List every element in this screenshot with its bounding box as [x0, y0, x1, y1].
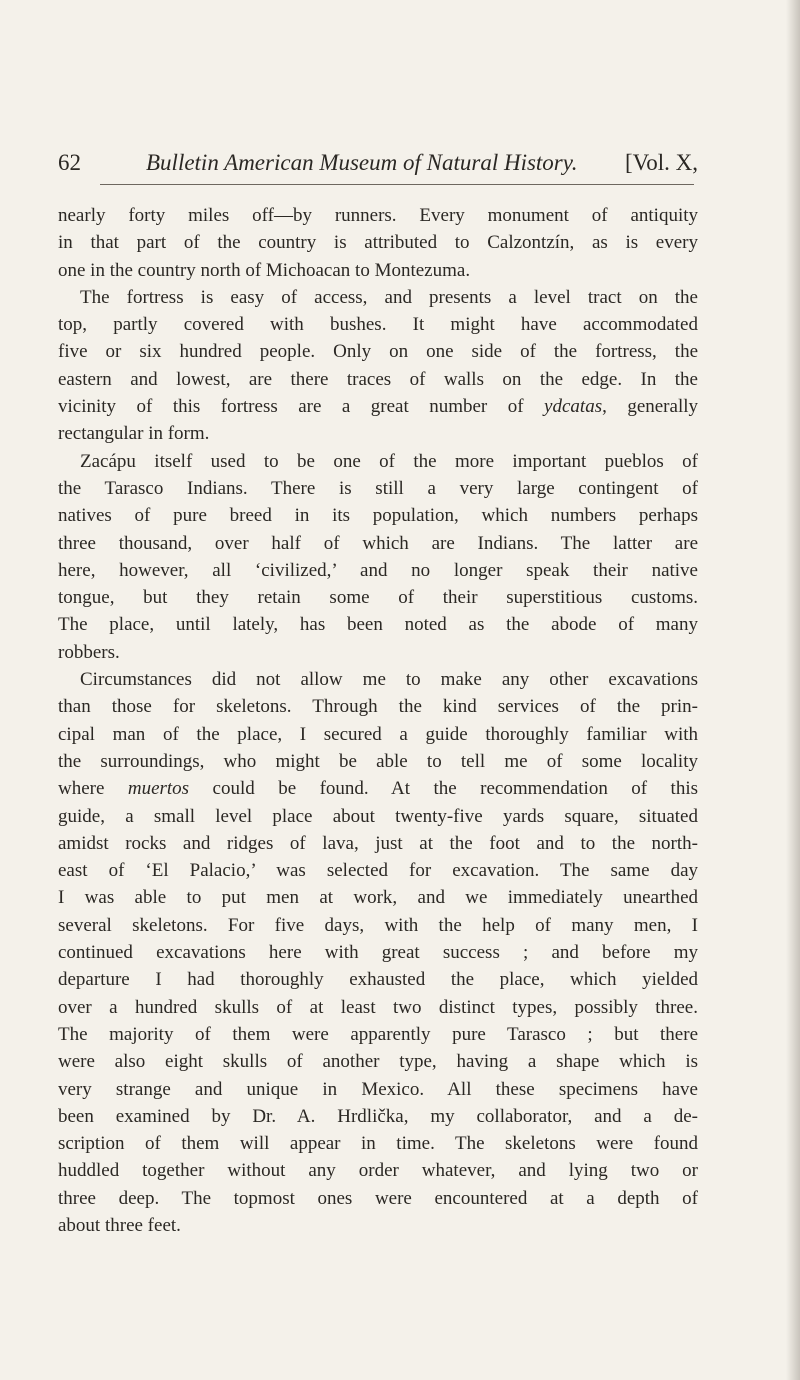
- text-segment: vicinity of this fortress are a great number of: [58, 396, 545, 418]
- page-edge-shadow: [786, 0, 800, 1380]
- text-line: about three feet.: [58, 1214, 181, 1236]
- text-line: huddled together without any order whatever, and lying two or: [58, 1160, 698, 1182]
- text-line: The place, until lately, has been noted as the abode of many: [58, 614, 698, 636]
- text-line-with-italic: [58, 393, 698, 420]
- text-line: departure I had thoroughly exhausted the place, which yielded: [58, 969, 698, 991]
- text-line: nearly forty miles off—by runners. Every monument of antiquity: [58, 205, 698, 226]
- text-line: robbers.: [58, 641, 120, 663]
- text-line: cipal man of the place, I secured a guide thoroughly familiar with: [58, 723, 698, 745]
- text-line: one in the country north of Michoacan to Montezuma.: [58, 259, 471, 281]
- text-line: the surroundings, who might be able to tell me of some locality: [58, 750, 698, 772]
- text-segment: could be found. At the recommendation of this: [189, 778, 698, 800]
- text-segment: , generally: [602, 396, 699, 418]
- italic-term: ydcatas: [544, 396, 603, 418]
- text-line: Zacápu itself used to be one of the more important pueblos of: [80, 450, 698, 472]
- running-title: Bulletin American Museum of Natural History.: [146, 150, 578, 175]
- text-line: continued excavations here with great success ; and before my: [58, 942, 698, 964]
- text-line: than those for skeletons. Through the kind services of the prin-: [58, 696, 698, 718]
- text-line: tongue, but they retain some of their superstitious customs.: [58, 587, 698, 609]
- text-line: I was able to put men at work, and we immediately unearthed: [58, 887, 698, 909]
- text-line: amidst rocks and ridges of lava, just at the foot and to the north-: [58, 832, 698, 854]
- volume-label: [Vol. X,: [624, 150, 698, 175]
- text-line: eastern and lowest, are there traces of walls on the edge. In the: [58, 368, 698, 390]
- text-line: five or six hundred people. Only on one side of the fortress, the: [58, 341, 698, 363]
- running-header: [58, 147, 698, 179]
- text-line: rectangular in form.: [58, 423, 210, 445]
- text-line: top, partly covered with bushes. It might have accommodated: [58, 314, 698, 336]
- text-line: in that part of the country is attributed to Calzontzín, as is every: [58, 232, 698, 254]
- text-line: The fortress is easy of access, and presents a level tract on the: [80, 286, 698, 308]
- italic-term: muertos: [127, 778, 190, 800]
- page-number: 62: [58, 150, 81, 175]
- text-line-with-italic: [58, 775, 698, 802]
- text-line: over a hundred skulls of at least two distinct types, possibly three.: [58, 996, 698, 1018]
- text-line: natives of pure breed in its population, which numbers perhaps: [58, 505, 698, 527]
- text-line: three deep. The topmost ones were encountered at a depth of: [58, 1187, 698, 1209]
- text-line: very strange and unique in Mexico. All these specimens have: [58, 1078, 698, 1100]
- text-line: east of ‘El Palacio,’ was selected for excavation. The same day: [58, 860, 698, 882]
- text-line: three thousand, over half of which are Indians. The latter are: [58, 532, 698, 554]
- text-line: several skeletons. For five days, with the help of many men, I: [58, 914, 698, 936]
- text-segment: where: [58, 778, 128, 800]
- header-rule: [100, 184, 694, 185]
- text-line: scription of them will appear in time. The skeletons were found: [58, 1133, 698, 1155]
- text-line: been examined by Dr. A. Hrdlička, my collaborator, and a de-: [58, 1105, 698, 1127]
- text-line: guide, a small level place about twenty-five yards square, situated: [58, 805, 698, 827]
- text-line: here, however, all ‘civilized,’ and no longer speak their native: [58, 559, 698, 581]
- text-line: the Tarasco Indians. There is still a very large contingent of: [58, 477, 698, 499]
- text-line: were also eight skulls of another type, having a shape which is: [58, 1051, 698, 1073]
- body-text: [58, 202, 698, 1239]
- text-line: Circumstances did not allow me to make any other excavations: [80, 669, 698, 691]
- text-line: The majority of them were apparently pure Tarasco ; but there: [58, 1023, 698, 1045]
